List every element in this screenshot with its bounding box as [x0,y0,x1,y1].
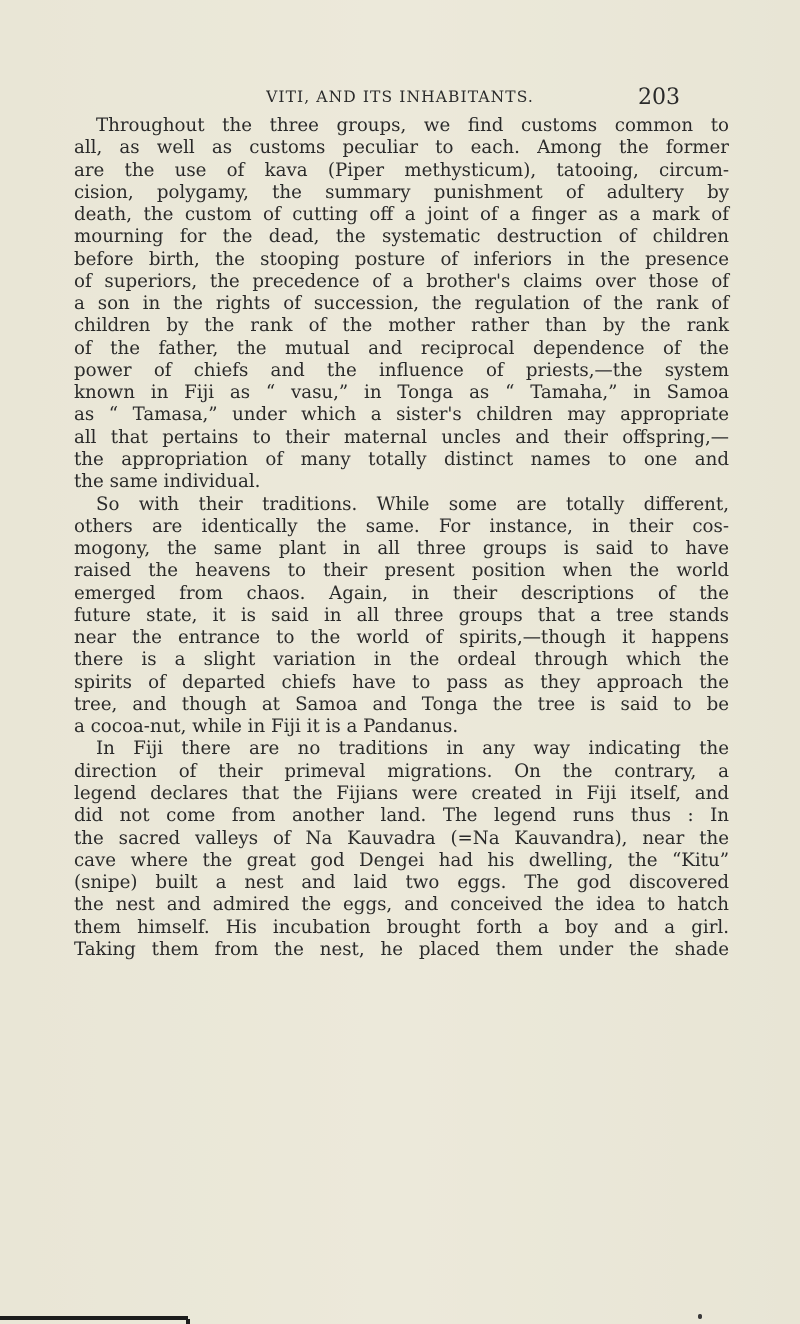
text-line: all that pertains to their maternal uncles and their offspring,— [74,426,729,448]
text-line: In Fiji there are no traditions in any way indicating the [96,738,729,760]
text-line: all, as well as customs peculiar to each. Among the former [74,137,729,159]
text-line: cave where the great god Dengei had his dwelling, the “Kitu” [74,849,729,871]
text-line: before birth, the stooping posture of inferiors in the presence [74,248,729,270]
text-line: a cocoa-nut, while in Fiji it is a Pandanus. [74,716,459,738]
text-line: them himself. His incubation brought forth a boy and a girl. [74,916,729,938]
text-line: Throughout the three groups, we find customs common to [96,115,729,136]
text-line: (snipe) built a nest and laid two eggs. The god discovered [74,872,729,894]
running-head [0,85,800,112]
body-text [74,115,729,961]
text-line: did not come from another land. The legend runs thus : In [74,805,729,827]
text-line: mogony, the same plant in all three groups is said to have [74,538,729,560]
binding-tick [186,1319,190,1324]
text-line: of the father, the mutual and reciprocal dependence of the [74,337,729,359]
text-line: near the entrance to the world of spirits,—though it happens [74,627,729,649]
text-line: the same individual. [74,471,261,493]
text-line: So with their traditions. While some are totally different, [96,493,729,515]
text-line: raised the heavens to their present position when the world [74,560,729,582]
text-line: others are identically the same. For instance, in their cos- [74,515,729,537]
text-line: of superiors, the precedence of a brother's claims over those of [74,270,729,292]
text-line: future state, it is said in all three groups that a tree stands [74,604,729,626]
text-line: cision, polygamy, the summary punishment of adultery by [74,181,729,203]
text-line: death, the custom of cutting off a joint of a finger as a mark of [74,204,729,226]
text-line: tree, and though at Samoa and Tonga the tree is said to be [74,693,729,715]
text-line: direction of their primeval migrations. On the contrary, a [74,760,729,782]
text-line: there is a slight variation in the ordeal through which the [74,649,729,671]
text-line: children by the rank of the mother rather than by the rank [74,315,729,337]
text-line: are the use of kava (Piper methysticum), tatooing, circum- [74,159,729,181]
page-edge-marks [0,1310,800,1324]
text-line: mourning for the dead, the systematic destruction of children [74,226,729,248]
binding-rule [0,1316,188,1320]
text-line: emerged from chaos. Again, in their descriptions of the [74,582,729,604]
text-line: a son in the rights of succession, the regulation of the rank of [74,293,729,315]
text-line: the nest and admired the eggs, and conceived the idea to hatch [74,894,729,916]
text-line: as “ Tamasa,” under which a sister's children may appropriate [74,404,729,426]
text-line: power of chiefs and the influence of priests,—the system [74,359,729,381]
text-line: legend declares that the Fijians were created in Fiji itself, and [74,782,729,804]
text-line: known in Fiji as “ vasu,” in Tonga as “ Tamaha,” in Samoa [74,382,729,404]
text-line: Taking them from the nest, he placed them under the shade [74,938,729,960]
text-line: the sacred valleys of Na Kauvadra (=Na Kauvandra), near the [74,827,729,849]
text-line: spirits of departed chiefs have to pass as they approach the [74,671,729,693]
text-line: the appropriation of many totally distinct names to one and [74,448,729,470]
page-number: 203 [638,85,680,110]
print-speck [698,1314,702,1319]
running-title: VITI, AND ITS INHABITANTS. [266,88,534,106]
